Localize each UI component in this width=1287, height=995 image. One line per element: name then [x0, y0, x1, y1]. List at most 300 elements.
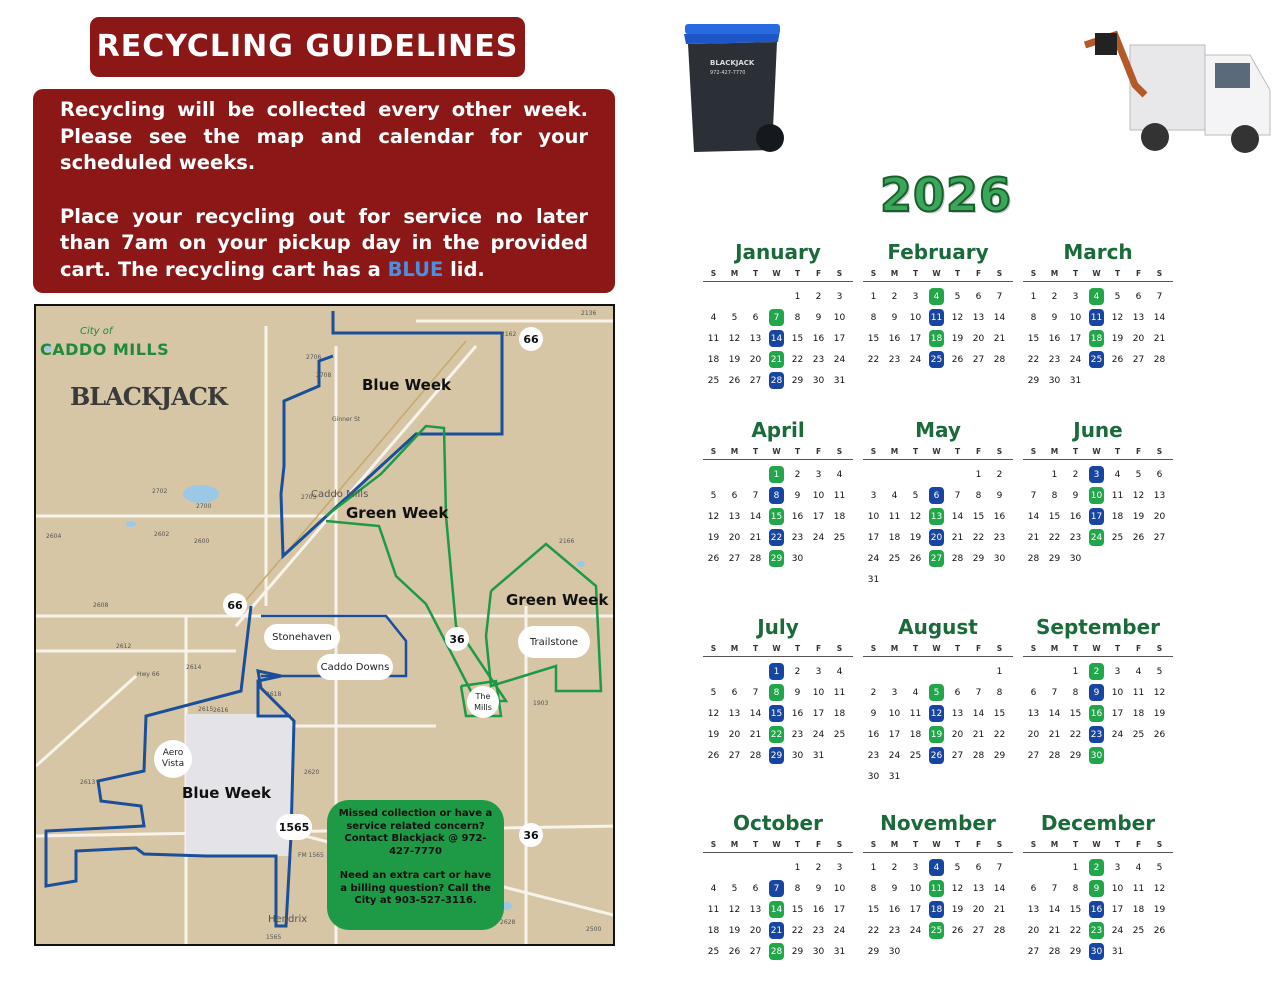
- day-cell: 8: [1072, 883, 1079, 894]
- blue-week-pickup-day: 7: [766, 878, 787, 899]
- weekday-label: T: [912, 840, 919, 849]
- weekday-label: W: [772, 644, 781, 653]
- day-cell: 29: [791, 375, 804, 386]
- place-the-mills: The Mills: [467, 686, 499, 718]
- road-label: 2706: [306, 354, 322, 361]
- month-name: May: [915, 418, 961, 442]
- empty-cell: [863, 464, 884, 485]
- day-cell: 17: [833, 333, 846, 344]
- day-cell: 7: [1156, 291, 1163, 302]
- day-cell: 10: [812, 687, 825, 698]
- green-week-pickup-day: 30: [1086, 745, 1107, 766]
- weekday-label: S: [836, 644, 843, 653]
- day-cell: 15: [1048, 511, 1061, 522]
- day-cell: 14: [749, 511, 762, 522]
- day-cell: 14: [1048, 904, 1061, 915]
- weekday-label: S: [836, 447, 843, 456]
- month-name: December: [1040, 811, 1156, 835]
- weekday-label: F: [1135, 644, 1142, 653]
- road-label: 2702: [152, 488, 168, 495]
- weekday-label: M: [1050, 269, 1059, 278]
- day-grid: [1023, 282, 1173, 391]
- day-cell: 14: [993, 312, 1006, 323]
- day-cell: 30: [1048, 375, 1061, 386]
- weekday-header: [863, 641, 1013, 657]
- day-cell: 3: [815, 469, 822, 480]
- road-label: 2600: [194, 538, 210, 545]
- day-cell: 21: [749, 729, 762, 740]
- day-cell: 29: [1069, 946, 1082, 957]
- day-cell: 24: [888, 750, 901, 761]
- day-cell: 9: [1072, 490, 1079, 501]
- weekday-label: T: [1072, 644, 1079, 653]
- day-cell: 18: [707, 925, 720, 936]
- weekday-label: W: [772, 447, 781, 456]
- day-cell: 27: [1153, 532, 1166, 543]
- day-cell: 4: [836, 666, 843, 677]
- place-stonehaven: Stonehaven: [264, 624, 340, 650]
- day-cell: 8: [870, 312, 877, 323]
- day-cell: 4: [710, 883, 717, 894]
- weekday-label: W: [1092, 644, 1101, 653]
- blue-week-pickup-day: 14: [766, 328, 787, 349]
- empty-cell: [1023, 857, 1044, 878]
- contact-info-box: [327, 800, 504, 930]
- weekday-label: W: [932, 644, 941, 653]
- zone-label-blue-north: Blue Week: [362, 376, 451, 394]
- day-cell: 8: [1051, 490, 1058, 501]
- green-week-pickup-day: 18: [926, 328, 947, 349]
- day-grid: [1023, 460, 1173, 569]
- empty-cell: [724, 857, 745, 878]
- weekday-label: S: [710, 269, 717, 278]
- day-cell: 21: [1048, 925, 1061, 936]
- day-cell: 26: [707, 553, 720, 564]
- day-cell: 20: [1153, 511, 1166, 522]
- day-cell: 8: [794, 312, 801, 323]
- day-cell: 28: [1048, 750, 1061, 761]
- day-cell: 14: [1048, 708, 1061, 719]
- day-cell: 6: [975, 291, 982, 302]
- day-cell: 2: [794, 666, 801, 677]
- day-cell: 16: [888, 333, 901, 344]
- weekday-label: S: [1030, 269, 1037, 278]
- day-cell: 11: [888, 511, 901, 522]
- day-cell: 19: [951, 904, 964, 915]
- day-cell: 29: [791, 946, 804, 957]
- month-name: October: [733, 811, 823, 835]
- day-cell: 30: [812, 946, 825, 957]
- day-cell: 17: [1111, 904, 1124, 915]
- day-cell: 20: [1027, 729, 1040, 740]
- day-cell: 24: [833, 925, 846, 936]
- road-label: 2700: [196, 503, 212, 510]
- day-cell: 2: [815, 862, 822, 873]
- blue-week-pickup-day: 6: [926, 485, 947, 506]
- day-cell: 17: [909, 333, 922, 344]
- weekday-label: M: [730, 840, 739, 849]
- day-grid: [703, 853, 853, 962]
- weekday-label: T: [1114, 269, 1121, 278]
- weekday-label: F: [975, 447, 982, 456]
- day-cell: 17: [833, 904, 846, 915]
- day-cell: 20: [951, 729, 964, 740]
- weekday-label: T: [1072, 840, 1079, 849]
- day-cell: 14: [993, 883, 1006, 894]
- day-cell: 24: [909, 354, 922, 365]
- day-cell: 21: [951, 532, 964, 543]
- weekday-label: T: [912, 269, 919, 278]
- green-week-pickup-day: 22: [766, 724, 787, 745]
- day-cell: 10: [1111, 687, 1124, 698]
- day-cell: 25: [1111, 532, 1124, 543]
- month-december: [1023, 809, 1173, 962]
- weekday-label: F: [815, 447, 822, 456]
- day-grid: [1023, 853, 1173, 962]
- blue-week-pickup-day: 11: [926, 307, 947, 328]
- blue-week-pickup-day: 23: [1086, 724, 1107, 745]
- blue-week-pickup-day: 29: [766, 745, 787, 766]
- day-cell: 20: [1027, 925, 1040, 936]
- page-title: RECYCLING GUIDELINES: [90, 17, 525, 77]
- day-cell: 27: [972, 925, 985, 936]
- day-cell: 2: [1072, 469, 1079, 480]
- day-cell: 6: [752, 883, 759, 894]
- weekday-header: [863, 444, 1013, 460]
- weekday-label: T: [794, 644, 801, 653]
- day-cell: 8: [996, 687, 1003, 698]
- day-cell: 20: [728, 729, 741, 740]
- day-cell: 26: [728, 375, 741, 386]
- day-cell: 13: [972, 312, 985, 323]
- day-cell: 28: [749, 553, 762, 564]
- weekday-label: S: [710, 447, 717, 456]
- day-cell: 18: [909, 729, 922, 740]
- green-week-pickup-day: 7: [766, 307, 787, 328]
- road-label: 2602: [154, 531, 170, 538]
- month-march: [1023, 238, 1173, 391]
- place-trailstone: Trailstone: [518, 626, 590, 658]
- month-name: June: [1073, 418, 1123, 442]
- zone-label-green-east: Green Week: [506, 591, 609, 609]
- empty-cell: [724, 661, 745, 682]
- zone-label-blue-south: Blue Week: [182, 784, 271, 802]
- weekday-label: W: [772, 840, 781, 849]
- day-cell: 9: [891, 312, 898, 323]
- blue-week-pickup-day: 20: [926, 527, 947, 548]
- day-cell: 12: [1111, 312, 1124, 323]
- day-cell: 19: [707, 532, 720, 543]
- day-cell: 18: [1132, 708, 1145, 719]
- day-cell: 3: [836, 291, 843, 302]
- day-cell: 6: [954, 687, 961, 698]
- day-cell: 13: [972, 883, 985, 894]
- intro-paragraph-2: [60, 204, 588, 284]
- day-grid: [703, 460, 853, 569]
- weekday-label: S: [1030, 447, 1037, 456]
- day-cell: 2: [815, 291, 822, 302]
- day-cell: 17: [812, 708, 825, 719]
- road-label: 2162: [501, 331, 517, 338]
- green-week-pickup-day: 19: [926, 724, 947, 745]
- day-grid: [863, 657, 1013, 787]
- day-cell: 1: [996, 666, 1003, 677]
- weekday-label: S: [870, 447, 877, 456]
- blue-week-pickup-day: 3: [1086, 464, 1107, 485]
- day-cell: 16: [812, 904, 825, 915]
- day-cell: 30: [867, 771, 880, 782]
- day-cell: 18: [833, 708, 846, 719]
- weekday-label: M: [1050, 840, 1059, 849]
- weekday-label: F: [975, 269, 982, 278]
- day-cell: 28: [1153, 354, 1166, 365]
- green-week-pickup-day: 5: [926, 682, 947, 703]
- day-cell: 16: [1069, 511, 1082, 522]
- day-cell: 23: [888, 354, 901, 365]
- weekday-label: T: [1114, 644, 1121, 653]
- day-cell: 23: [1069, 532, 1082, 543]
- weekday-header: [703, 444, 853, 460]
- day-cell: 9: [996, 490, 1003, 501]
- empty-cell: [1044, 857, 1065, 878]
- day-cell: 17: [888, 729, 901, 740]
- day-cell: 28: [993, 925, 1006, 936]
- day-cell: 18: [707, 354, 720, 365]
- weekday-label: F: [815, 644, 822, 653]
- day-cell: 15: [1069, 708, 1082, 719]
- day-cell: 19: [728, 354, 741, 365]
- weekday-label: S: [836, 840, 843, 849]
- blue-week-pickup-day: 16: [1086, 899, 1107, 920]
- intro-paragraph-1: Recycling will be collected every other week. Please see the map and calendar for your scheduled weeks.: [60, 98, 588, 174]
- day-cell: 12: [951, 883, 964, 894]
- day-cell: 5: [1114, 291, 1121, 302]
- day-cell: 10: [833, 883, 846, 894]
- blue-week-pickup-day: 17: [1086, 506, 1107, 527]
- road-label: Hwy 66: [137, 671, 160, 678]
- day-cell: 20: [749, 925, 762, 936]
- day-cell: 22: [1069, 729, 1082, 740]
- weekday-label: S: [996, 269, 1003, 278]
- day-cell: 10: [909, 312, 922, 323]
- weekday-label: T: [912, 644, 919, 653]
- day-grid: [863, 282, 1013, 370]
- day-cell: 3: [815, 666, 822, 677]
- weekday-label: T: [794, 269, 801, 278]
- day-cell: 2: [891, 862, 898, 873]
- month-september: [1023, 613, 1173, 766]
- road-label: 2628: [500, 919, 516, 926]
- day-cell: 6: [752, 312, 759, 323]
- empty-cell: [724, 464, 745, 485]
- city-logo: CADDO MILLS: [40, 340, 170, 359]
- green-week-pickup-day: 23: [1086, 920, 1107, 941]
- day-cell: 13: [749, 904, 762, 915]
- road-label: FM 1565: [298, 852, 324, 859]
- weekday-label: T: [752, 447, 759, 456]
- day-cell: 30: [888, 946, 901, 957]
- day-cell: 5: [912, 490, 919, 501]
- day-cell: 25: [1132, 729, 1145, 740]
- day-cell: 4: [891, 490, 898, 501]
- cart-brand: BLACKJACK: [710, 59, 755, 67]
- day-cell: 6: [975, 862, 982, 873]
- weekday-header: [1023, 641, 1173, 657]
- day-cell: 6: [731, 687, 738, 698]
- day-cell: 1: [1072, 862, 1079, 873]
- recycling-cart-icon: [680, 20, 785, 158]
- weekday-label: M: [730, 644, 739, 653]
- day-cell: 20: [972, 333, 985, 344]
- day-cell: 1: [1030, 291, 1037, 302]
- day-cell: 24: [1069, 354, 1082, 365]
- day-cell: 2: [996, 469, 1003, 480]
- weekday-label: F: [1135, 447, 1142, 456]
- road-label: Ginner St: [332, 416, 361, 423]
- empty-cell: [703, 286, 724, 307]
- day-cell: 26: [1153, 729, 1166, 740]
- day-cell: 16: [867, 729, 880, 740]
- day-cell: 28: [1027, 553, 1040, 564]
- day-cell: 13: [1153, 490, 1166, 501]
- day-cell: 16: [888, 904, 901, 915]
- weekday-label: S: [870, 644, 877, 653]
- day-cell: 11: [833, 687, 846, 698]
- day-cell: 24: [812, 729, 825, 740]
- day-cell: 18: [1111, 511, 1124, 522]
- weekday-label: S: [870, 269, 877, 278]
- weekday-label: T: [752, 269, 759, 278]
- place-aero-vista: Aero Vista: [154, 740, 192, 778]
- day-cell: 10: [909, 883, 922, 894]
- month-name: September: [1036, 615, 1160, 639]
- day-cell: 3: [836, 862, 843, 873]
- weekday-header: [703, 266, 853, 282]
- route-66-west: 66: [223, 593, 247, 617]
- day-cell: 12: [728, 904, 741, 915]
- road-label: 1565: [266, 934, 282, 941]
- blue-week-pickup-day: 30: [1086, 941, 1107, 962]
- day-cell: 16: [993, 511, 1006, 522]
- day-cell: 7: [752, 687, 759, 698]
- day-cell: 17: [1069, 333, 1082, 344]
- day-cell: 27: [1132, 354, 1145, 365]
- day-cell: 26: [951, 925, 964, 936]
- green-week-pickup-day: 8: [766, 682, 787, 703]
- day-cell: 4: [1114, 469, 1121, 480]
- day-cell: 6: [731, 490, 738, 501]
- month-name: August: [898, 615, 978, 639]
- day-cell: 19: [1153, 708, 1166, 719]
- route-1565: 1565: [276, 814, 312, 840]
- day-cell: 10: [1111, 883, 1124, 894]
- day-cell: 7: [1051, 883, 1058, 894]
- day-cell: 22: [867, 925, 880, 936]
- green-week-pickup-day: 25: [926, 920, 947, 941]
- day-cell: 24: [812, 532, 825, 543]
- weekday-label: F: [815, 269, 822, 278]
- day-cell: 2: [794, 469, 801, 480]
- day-cell: 3: [1114, 862, 1121, 873]
- weekday-label: T: [954, 269, 961, 278]
- weekday-label: S: [1156, 644, 1163, 653]
- month-november: [863, 809, 1013, 962]
- day-cell: 5: [1135, 469, 1142, 480]
- road-label: 1903: [533, 700, 549, 707]
- road-label: 2703: [301, 494, 317, 501]
- day-cell: 29: [867, 946, 880, 957]
- green-week-pickup-day: 16: [1086, 703, 1107, 724]
- day-cell: 13: [728, 708, 741, 719]
- blue-week-pickup-day: 18: [926, 899, 947, 920]
- day-cell: 17: [812, 511, 825, 522]
- weekday-label: T: [954, 447, 961, 456]
- weekday-label: S: [710, 840, 717, 849]
- road-label: 2166: [559, 538, 575, 545]
- day-cell: 23: [791, 729, 804, 740]
- green-week-pickup-day: 28: [766, 941, 787, 962]
- day-cell: 5: [1156, 666, 1163, 677]
- weekday-header: [863, 266, 1013, 282]
- day-cell: 30: [993, 553, 1006, 564]
- day-cell: 21: [972, 729, 985, 740]
- weekday-label: T: [1072, 447, 1079, 456]
- blue-week-pickup-day: 25: [1086, 349, 1107, 370]
- weekday-label: T: [1114, 840, 1121, 849]
- day-cell: 17: [909, 904, 922, 915]
- green-week-pickup-day: 14: [766, 899, 787, 920]
- day-cell: 22: [1027, 354, 1040, 365]
- contact-blackjack: Missed collection or have a service related concern? Contact Blackjack @ 972-427-7770: [338, 808, 493, 857]
- blue-week-pickup-day: 25: [926, 349, 947, 370]
- intro-paragraph-2-start: Place your recycling out for service no later than 7am on your pickup day in the provided cart. The recycling cart has a: [60, 204, 588, 281]
- weekday-label: T: [954, 644, 961, 653]
- day-cell: 24: [1111, 729, 1124, 740]
- day-cell: 28: [993, 354, 1006, 365]
- day-cell: 22: [972, 532, 985, 543]
- weekday-label: S: [1156, 269, 1163, 278]
- weekday-label: M: [730, 269, 739, 278]
- day-cell: 19: [1153, 904, 1166, 915]
- weekday-label: S: [710, 644, 717, 653]
- day-cell: 12: [1153, 883, 1166, 894]
- route-36-central: 36: [445, 627, 469, 651]
- day-cell: 9: [891, 883, 898, 894]
- month-july: [703, 613, 853, 766]
- day-cell: 11: [1132, 687, 1145, 698]
- green-week-pickup-day: 21: [766, 349, 787, 370]
- green-week-pickup-day: 10: [1086, 485, 1107, 506]
- day-cell: 5: [731, 312, 738, 323]
- day-cell: 14: [951, 511, 964, 522]
- weekday-label: W: [1092, 840, 1101, 849]
- day-cell: 15: [1069, 904, 1082, 915]
- day-cell: 22: [1069, 925, 1082, 936]
- day-cell: 11: [707, 904, 720, 915]
- day-cell: 9: [870, 708, 877, 719]
- day-cell: 25: [707, 375, 720, 386]
- weekday-label: F: [975, 644, 982, 653]
- day-cell: 25: [833, 729, 846, 740]
- day-cell: 1: [870, 291, 877, 302]
- day-cell: 8: [1030, 312, 1037, 323]
- day-cell: 15: [972, 511, 985, 522]
- day-cell: 4: [1135, 862, 1142, 873]
- month-june: [1023, 416, 1173, 569]
- day-cell: 20: [749, 354, 762, 365]
- day-cell: 21: [1153, 333, 1166, 344]
- weekday-label: W: [772, 269, 781, 278]
